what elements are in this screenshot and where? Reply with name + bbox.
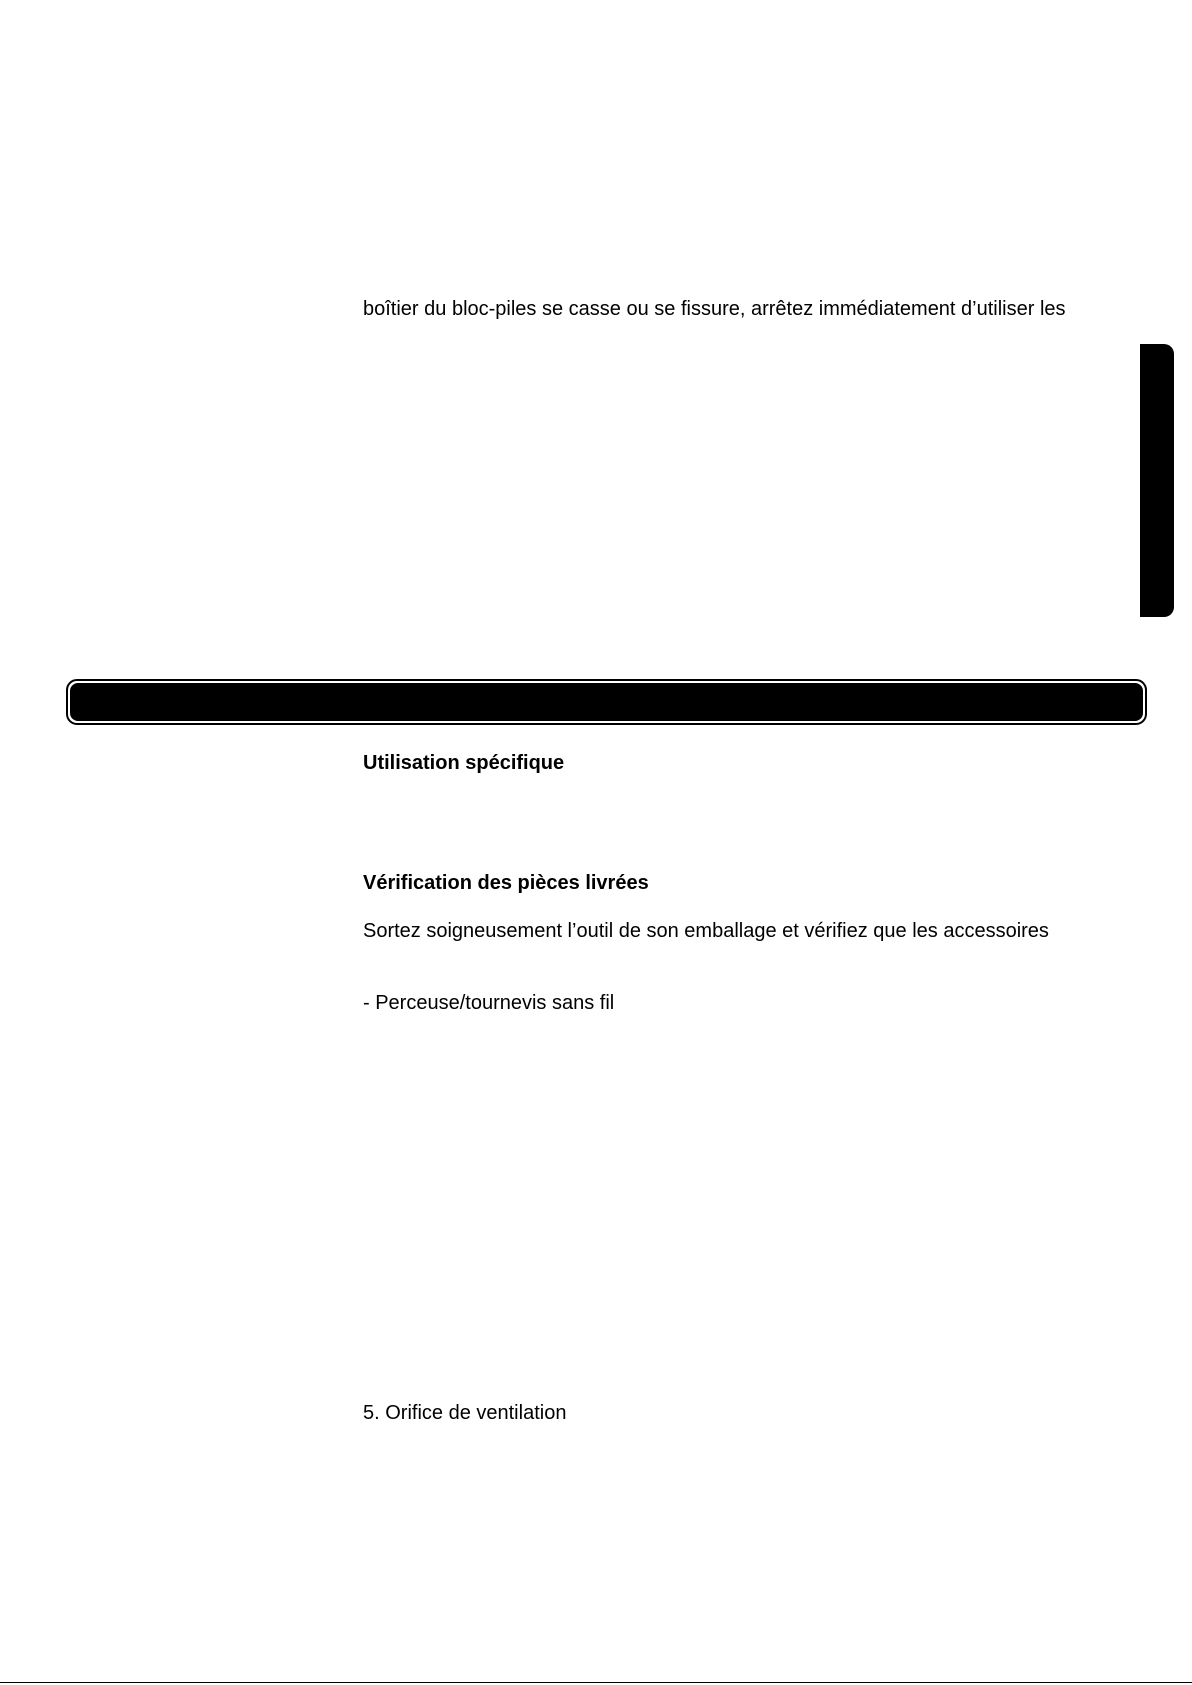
side-chapter-tab (1140, 344, 1174, 617)
parts-check-heading: Vérification des pièces livrées (363, 872, 649, 894)
section-header-bar-fill (70, 683, 1143, 721)
section-header-bar (66, 679, 1147, 725)
component-list-item-ventilation: 5. Orifice de ventilation (363, 1402, 567, 1424)
parts-list-item-drill: - Perceuse/tournevis sans fil (363, 992, 615, 1014)
unpack-instructions-text: Sortez soigneusement l’outil de son emballage et vérifiez que les accessoires (363, 920, 1049, 942)
specific-use-heading: Utilisation spécifique (363, 752, 565, 774)
page-bottom-rule (0, 1682, 1192, 1683)
battery-warning-text: boîtier du bloc-piles se casse ou se fissure, arrêtez immédiatement d’utiliser les (363, 298, 1066, 320)
